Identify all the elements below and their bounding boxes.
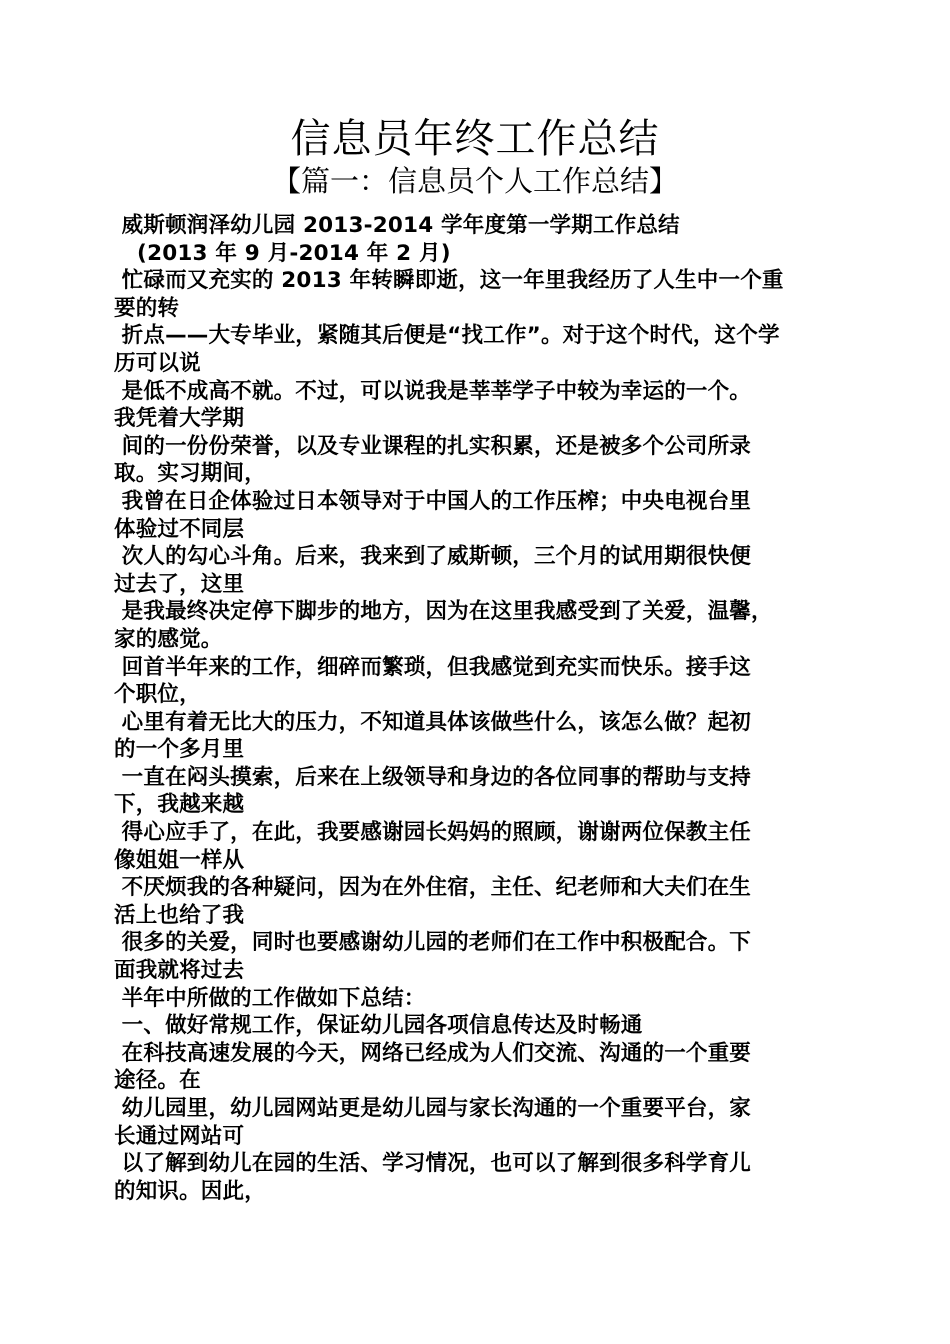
body-line: 以了解到幼儿在园的生活、学习情况，也可以了解到很多科学育儿: [114, 1151, 751, 1177]
body-line: 体验过不同层: [114, 516, 245, 542]
body-line: 个职位，: [114, 682, 201, 708]
document-body: [114, 212, 834, 1205]
body-line: 我凭着大学期: [114, 406, 245, 432]
body-line: 不厌烦我的各种疑问，因为在外住宿，主任、纪老师和大夫们在生: [114, 875, 751, 901]
body-line: 取。实习期间，: [114, 461, 266, 487]
body-line: 很多的关爱，同时也要感谢幼儿园的老师们在工作中积极配合。下: [114, 930, 751, 956]
body-line: 半年中所做的工作做如下总结：: [114, 985, 426, 1011]
body-line: 途径。在: [114, 1068, 201, 1094]
body-line: 间的一份份荣誉，以及专业课程的扎实积累，还是被多个公司所录: [114, 433, 751, 459]
body-line: 是低不成高不就。不过，可以说我是莘莘学子中较为幸运的一个。: [114, 378, 751, 404]
body-line: 折点——大专毕业，紧随其后便是“找工作”。对于这个时代，这个学: [114, 323, 780, 349]
body-line: 回首半年来的工作，细碎而繁琐，但我感觉到充实而快乐。接手这: [114, 654, 751, 680]
body-line: 心里有着无比大的压力，不知道具体该做些什么，该怎么做？起初: [114, 709, 751, 735]
body-line: 的知识。因此，: [114, 1178, 266, 1204]
document-subtitle: 【篇一：信息员个人工作总结】: [271, 164, 678, 198]
body-line: 过去了，这里: [114, 571, 245, 597]
body-line: 一直在闷头摸索，后来在上级领导和身边的各位同事的帮助与支持: [114, 764, 751, 790]
body-line: 忙碌而又充实的 2013 年转瞬即逝，这一年里我经历了人生中一个重: [114, 268, 784, 294]
body-line: 下，我越来越: [114, 792, 245, 818]
body-line: 活上也给了我: [114, 902, 245, 928]
body-line: 的一个多月里: [114, 737, 245, 763]
body-line: 一、做好常规工作，保证幼儿园各项信息传达及时畅通: [114, 1013, 643, 1039]
body-line: 在科技高速发展的今天，网络已经成为人们交流、沟通的一个重要: [114, 1040, 751, 1066]
body-line: 家的感觉。: [114, 626, 223, 652]
body-line: 历可以说: [114, 350, 201, 376]
body-line: 要的转: [114, 295, 180, 321]
body-line: 次人的勾心斗角。后来，我来到了威斯顿，三个月的试用期很快便: [114, 544, 751, 570]
body-line: 威斯顿润泽幼儿园 2013-2014 学年度第一学期工作总结: [114, 213, 680, 238]
body-line: (2013 年 9 月-2014 年 2 月): [114, 240, 451, 266]
body-line: 幼儿园里，幼儿园网站更是幼儿园与家长沟通的一个重要平台，家: [114, 1096, 751, 1121]
body-line: 是我最终决定停下脚步的地方，因为在这里我感受到了关爱，温馨，: [114, 599, 773, 625]
body-line: 得心应手了，在此，我要感谢园长妈妈的照顾，谢谢两位保教主任: [114, 820, 751, 846]
body-line: 面我就将过去: [114, 958, 245, 984]
body-line: 长通过网站可: [114, 1123, 245, 1149]
document-title: 信息员年终工作总结: [290, 116, 660, 162]
body-line: 我曾在日企体验过日本领导对于中国人的工作压榨；中央电视台里: [114, 488, 751, 514]
body-line: 像姐姐一样从: [114, 847, 245, 873]
